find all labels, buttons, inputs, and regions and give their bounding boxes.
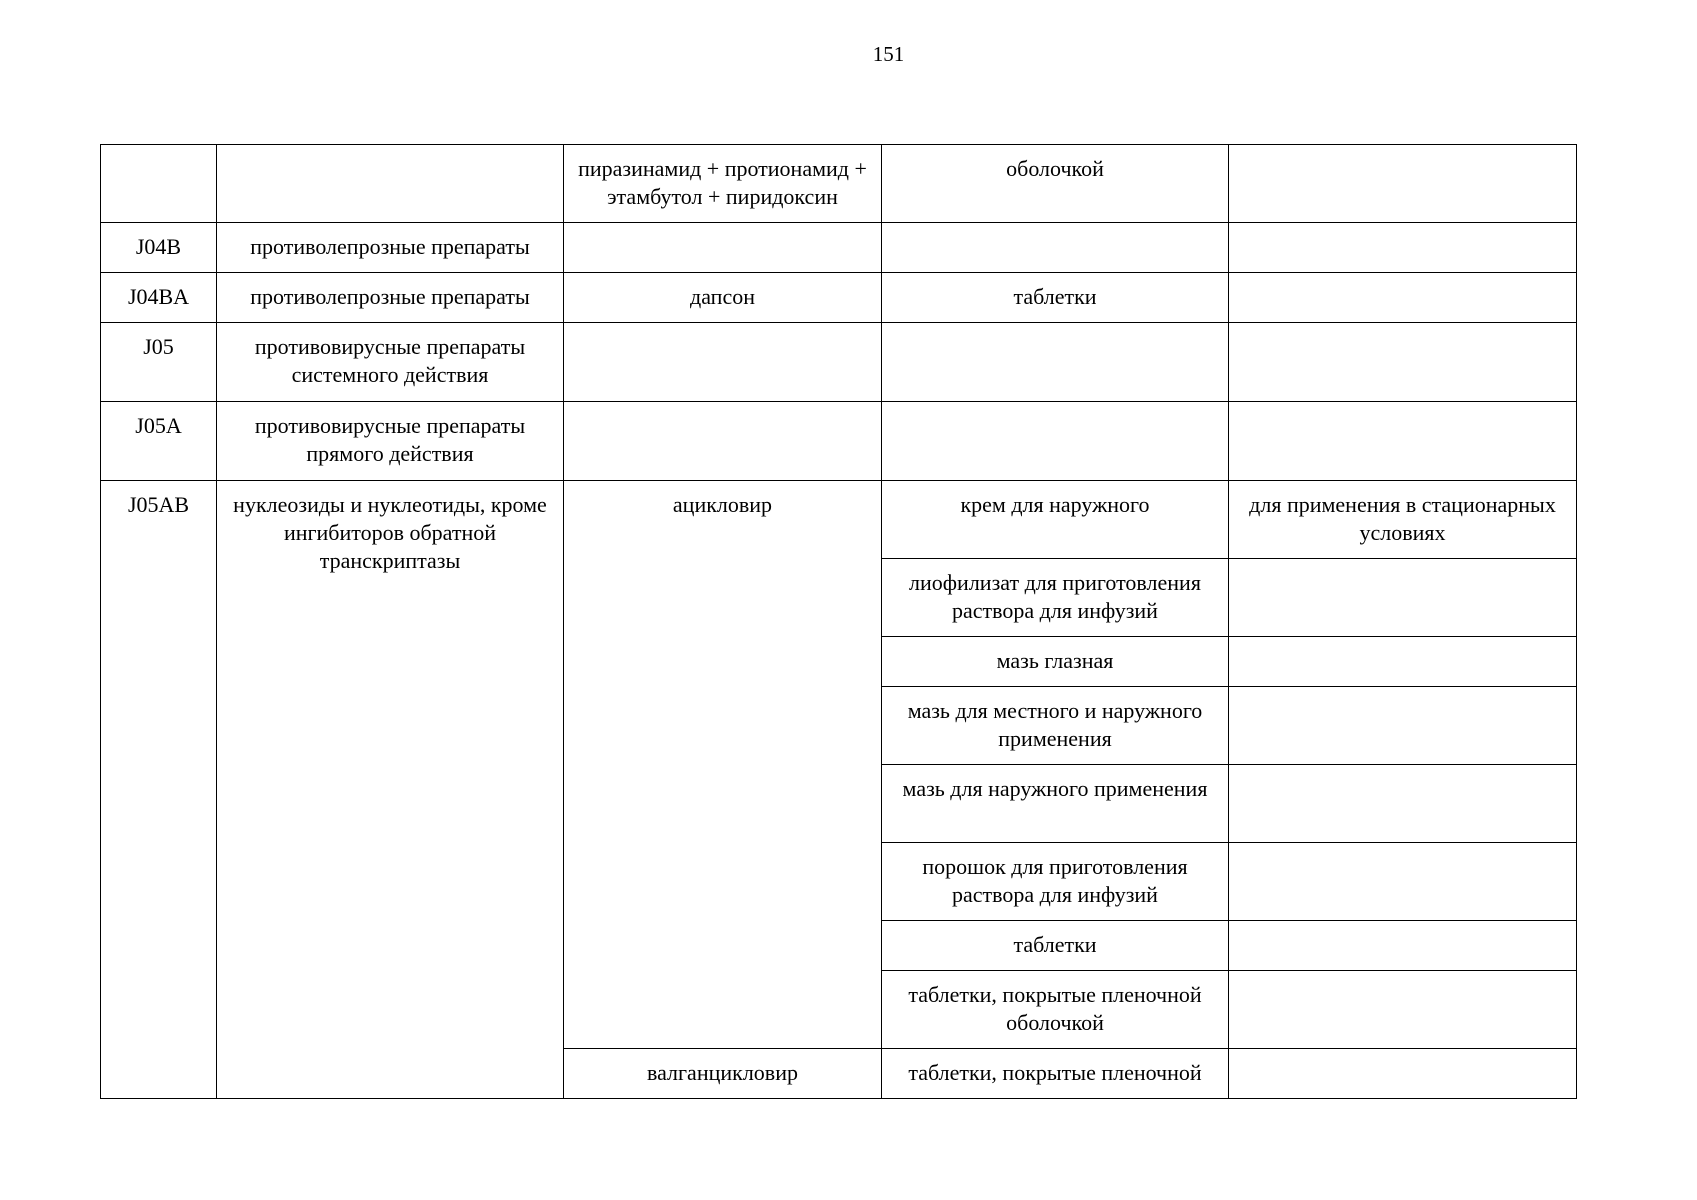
note-cell — [1229, 273, 1577, 323]
drug-name-cell: ацикловир — [564, 481, 882, 1049]
table-row — [101, 145, 1577, 223]
drug-name-cell: пиразинамид + протионамид + этамбутол + пиридоксин — [564, 145, 882, 223]
table-row — [101, 223, 1577, 273]
note-cell — [1229, 323, 1577, 402]
note-cell — [1229, 402, 1577, 481]
dosage-form-cell — [882, 402, 1229, 481]
group-cell: противовирусные препараты системного действия — [217, 323, 564, 402]
group-cell: противолепрозные препараты — [217, 273, 564, 323]
note-cell — [1229, 843, 1577, 921]
table-row — [101, 323, 1577, 402]
atc-code-cell: J05 — [101, 323, 217, 402]
atc-code-cell: J05AB — [101, 481, 217, 1099]
note-cell — [1229, 765, 1577, 843]
group-cell: нуклеозиды и нуклеотиды, кроме ингибиторов обратной транскриптазы — [217, 481, 564, 1099]
dosage-form-cell: мазь для местного и наружного применения — [882, 687, 1229, 765]
atc-code-cell: J04B — [101, 223, 217, 273]
dosage-form-cell: таблетки — [882, 273, 1229, 323]
dosage-form-cell: мазь глазная — [882, 637, 1229, 687]
note-cell: для применения в стационарных условиях — [1229, 481, 1577, 559]
dosage-form-cell: порошок для приготовления раствора для инфузий — [882, 843, 1229, 921]
note-cell — [1229, 223, 1577, 273]
note-cell — [1229, 1049, 1577, 1099]
drug-name-cell — [564, 323, 882, 402]
atc-code-cell — [101, 145, 217, 223]
table-row — [101, 402, 1577, 481]
dosage-form-cell: таблетки, покрытые пленочной — [882, 1049, 1229, 1099]
drug-name-cell — [564, 402, 882, 481]
note-cell — [1229, 687, 1577, 765]
group-cell: противолепрозные препараты — [217, 223, 564, 273]
note-cell — [1229, 637, 1577, 687]
drug-table — [100, 144, 1577, 1099]
table-row — [101, 273, 1577, 323]
dosage-form-cell: крем для наружного — [882, 481, 1229, 559]
drug-name-cell — [564, 223, 882, 273]
dosage-form-cell — [882, 323, 1229, 402]
dosage-form-cell — [882, 223, 1229, 273]
atc-code-cell: J05A — [101, 402, 217, 481]
note-cell — [1229, 921, 1577, 971]
table-row — [101, 481, 1577, 559]
group-cell: противовирусные препараты прямого действия — [217, 402, 564, 481]
dosage-form-cell: таблетки, покрытые пленочной оболочкой — [882, 971, 1229, 1049]
note-cell — [1229, 559, 1577, 637]
dosage-form-cell: таблетки — [882, 921, 1229, 971]
dosage-form-cell: лиофилизат для приготовления раствора для инфузий — [882, 559, 1229, 637]
group-cell — [217, 145, 564, 223]
dosage-form-cell: оболочкой — [882, 145, 1229, 223]
atc-code-cell: J04BA — [101, 273, 217, 323]
note-cell — [1229, 145, 1577, 223]
drug-name-cell: валганцикловир — [564, 1049, 882, 1099]
dosage-form-cell: мазь для наружного применения — [882, 765, 1229, 843]
page-number: 151 — [872, 42, 905, 66]
drug-name-cell: дапсон — [564, 273, 882, 323]
note-cell — [1229, 971, 1577, 1049]
